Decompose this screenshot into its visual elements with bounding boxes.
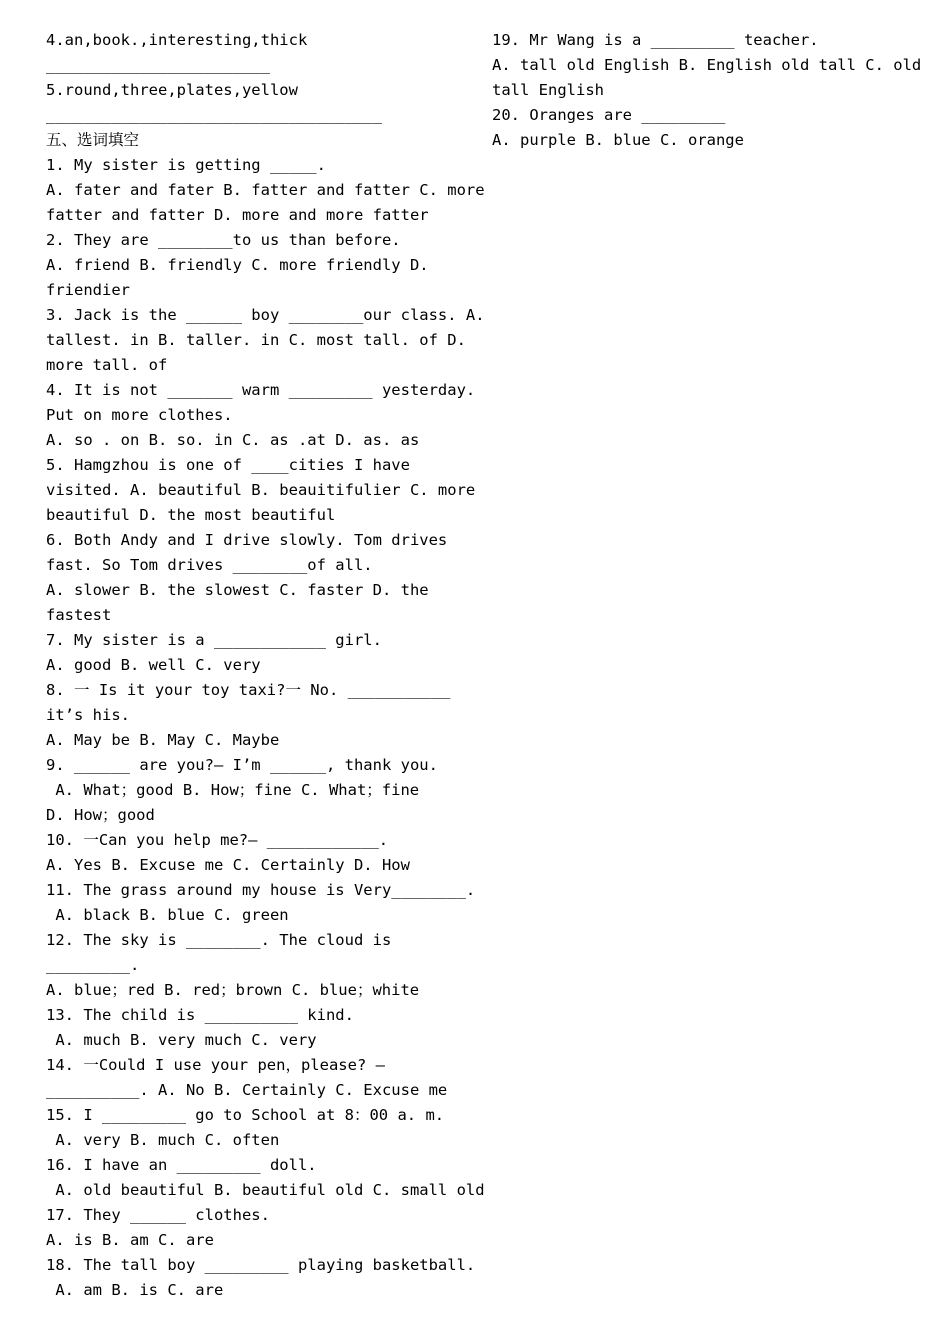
text-line: 14. 一Could I use your pen，please? — bbox=[46, 1056, 385, 1074]
text-line: A. fater and fater B. fatter and fatter C. more bbox=[46, 181, 485, 199]
text-line: A. blue；red B. red；brown C. blue；white bbox=[46, 981, 420, 999]
text-line: 10. 一Can you help me?— ____________. bbox=[46, 831, 389, 849]
text-line: _________. bbox=[46, 956, 140, 974]
text-line: 5. Hamgzhou is one of ____cities I have bbox=[46, 456, 410, 474]
right-column bbox=[492, 28, 922, 153]
text-line: friendier bbox=[46, 281, 130, 299]
text-line: D. How；good bbox=[46, 806, 155, 824]
text-line: 18. The tall boy _________ playing basketball. bbox=[46, 1256, 476, 1274]
text-line: A. old beautiful B. beautiful old C. small old bbox=[46, 1181, 485, 1199]
text-line: 19. Mr Wang is a _________ teacher. bbox=[492, 31, 819, 49]
text-line: A. very B. much C. often bbox=[46, 1131, 280, 1149]
text-line: A. purple B. blue C. orange bbox=[492, 131, 744, 149]
text-line: __________. A. No B. Certainly C. Excuse me bbox=[46, 1081, 448, 1099]
text-line: A. good B. well C. very bbox=[46, 656, 261, 674]
text-line: 17. They ______ clothes. bbox=[46, 1206, 270, 1224]
text-line: ________________________ bbox=[46, 56, 270, 74]
text-line: A. slower B. the slowest C. faster D. the bbox=[46, 581, 429, 599]
text-line: 7. My sister is a ____________ girl. bbox=[46, 631, 382, 649]
text-line: fatter and fatter D. more and more fatter bbox=[46, 206, 429, 224]
text-line: 3. Jack is the ______ boy ________our class. A. bbox=[46, 306, 485, 324]
text-line: tall English bbox=[492, 81, 604, 99]
text-line: A. much B. very much C. very bbox=[46, 1031, 317, 1049]
text-line: 13. The child is __________ kind. bbox=[46, 1006, 354, 1024]
text-line: A. tall old English B. English old tall C. old bbox=[492, 56, 922, 74]
text-line: 1. My sister is getting _____. bbox=[46, 156, 326, 174]
text-line: tallest. in B. taller. in C. most tall. of D. bbox=[46, 331, 466, 349]
text-line: 9. ______ are you?— I’m ______, thank you. bbox=[46, 756, 438, 774]
text-line: 12. The sky is ________. The cloud is bbox=[46, 931, 392, 949]
text-line: Put on more clothes. bbox=[46, 406, 233, 424]
text-line: 5.round,three,plates,yellow bbox=[46, 81, 298, 99]
text-line: A. is B. am C. are bbox=[46, 1231, 214, 1249]
text-line: 16. I have an _________ doll. bbox=[46, 1156, 317, 1174]
text-line: beautiful D. the most beautiful bbox=[46, 506, 336, 524]
text-line: 15. I _________ go to School at 8：00 a. m. bbox=[46, 1106, 445, 1124]
text-line: A. friend B. friendly C. more friendly D. bbox=[46, 256, 429, 274]
text-line: fast. So Tom drives ________of all. bbox=[46, 556, 373, 574]
text-line: 五、选词填空 bbox=[46, 131, 140, 149]
text-line: A. so . on B. so. in C. as .at D. as. as bbox=[46, 431, 420, 449]
text-line: 8. 一 Is it your toy taxi?一 No. ___________ bbox=[46, 681, 451, 699]
text-line: 2. They are ________to us than before. bbox=[46, 231, 401, 249]
text-line: A. black B. blue C. green bbox=[46, 906, 289, 924]
text-line: A. Yes B. Excuse me C. Certainly D. How bbox=[46, 856, 410, 874]
text-line: 4.an,book.,interesting,thick bbox=[46, 31, 308, 49]
text-line: A. May be B. May C. Maybe bbox=[46, 731, 280, 749]
text-line: ____________________________________ bbox=[46, 106, 382, 124]
text-line: 6. Both Andy and I drive slowly. Tom drives bbox=[46, 531, 448, 549]
text-line: fastest bbox=[46, 606, 112, 624]
text-line: 11. The grass around my house is Very________. bbox=[46, 881, 476, 899]
text-line: 20. Oranges are _________ bbox=[492, 106, 726, 124]
text-line: more tall. of bbox=[46, 356, 168, 374]
text-line: A. am B. is C. are bbox=[46, 1281, 224, 1299]
text-line: it’s his. bbox=[46, 706, 130, 724]
text-line: A. What；good B. How；fine C. What；fine bbox=[46, 781, 420, 799]
left-column bbox=[46, 28, 485, 1303]
text-line: visited. A. beautiful B. beauitifulier C. more bbox=[46, 481, 476, 499]
text-line: 4. It is not _______ warm _________ yesterday. bbox=[46, 381, 476, 399]
